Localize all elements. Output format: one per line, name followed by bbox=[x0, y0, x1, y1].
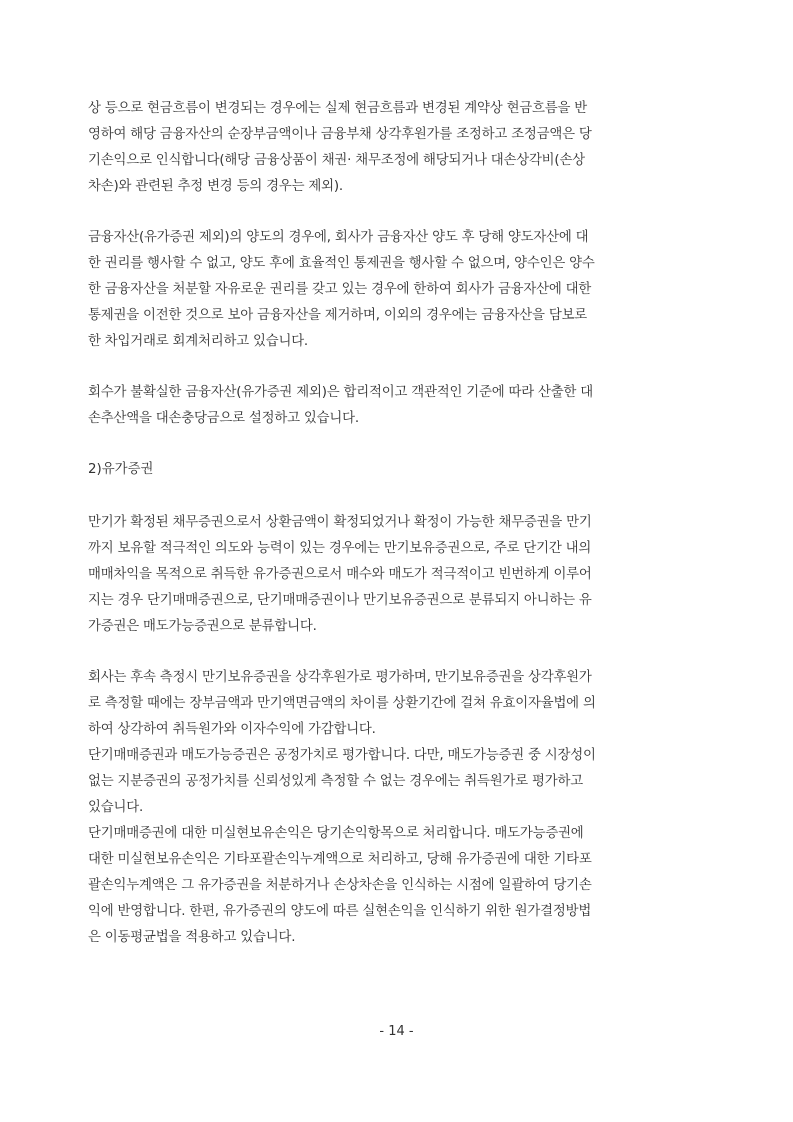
text-line: 있습니다. bbox=[88, 800, 143, 815]
paragraph-cash-flow-modification bbox=[88, 96, 708, 200]
text-line: 로 측정할 때에는 장부금액과 만기액면금액의 차이를 상환기간에 걸쳐 유효이자율법에 의 bbox=[88, 696, 596, 711]
text-line: 한 차입거래로 회계처리하고 있습니다. bbox=[88, 334, 308, 349]
text-line: 회수가 불확실한 금융자산(유가증권 제외)은 합리적이고 객관적인 기준에 따라 산출한 대 bbox=[88, 385, 594, 400]
text-line: 영하여 해당 금융자산의 순장부금액이나 금융부채 상각후원가를 조정하고 조정금액은 당 bbox=[88, 127, 592, 142]
paragraph-asset-transfer bbox=[88, 225, 708, 355]
text-line: 지는 경우 단기매매증권으로, 단기매매증권이나 만기보유증권으로 분류되지 아니하는 유 bbox=[88, 593, 592, 608]
paragraph-securities-measurement bbox=[88, 665, 708, 951]
text-line: 매매차익을 목적으로 취득한 유가증권으로서 매수와 매도가 적극적이고 빈번하게 이루어 bbox=[88, 567, 592, 582]
text-line: 까지 보유할 적극적인 의도와 능력이 있는 경우에는 만기보유증권으로, 주로 단기간 내의 bbox=[88, 541, 592, 556]
page-number: - 14 - bbox=[379, 1024, 414, 1039]
section-heading-securities: 2)유가증권 bbox=[88, 462, 154, 477]
text-line: 대한 미실현보유손익은 기타포괄손익누계액으로 처리하고, 당해 유가증권에 대한 기타포 bbox=[88, 852, 592, 867]
text-line: 괄손익누계액은 그 유가증권을 처분하거나 손상차손을 인식하는 시점에 일괄하여 당기손 bbox=[88, 878, 592, 893]
text-line: 단기매매증권과 매도가능증권은 공정가치로 평가합니다. 다만, 매도가능증권 중 시장성이 bbox=[88, 748, 596, 763]
text-line: 차손)와 관련된 추정 변경 등의 경우는 제외). bbox=[88, 179, 343, 194]
text-line: 은 이동평균법을 적용하고 있습니다. bbox=[88, 930, 296, 945]
text-line: 단기매매증권에 대한 미실현보유손익은 당기손익항목으로 처리합니다. 매도가능증권에 bbox=[88, 826, 584, 841]
text-line: 금융자산(유가증권 제외)의 양도의 경우에, 회사가 금융자산 양도 후 당해 양도자산에 대 bbox=[88, 230, 589, 245]
text-line: 없는 지분증권의 공정가치를 신뢰성있게 측정할 수 없는 경우에는 취득원가로 평가하고 bbox=[88, 774, 583, 789]
text-line: 상 등으로 현금흐름이 변경되는 경우에는 실제 현금흐름과 변경된 계약상 현금흐름을 반 bbox=[88, 101, 588, 116]
text-line: 한 금융자산을 처분할 자유로운 권리를 갖고 있는 경우에 한하여 회사가 금융자산에 대한 bbox=[88, 282, 592, 297]
text-line: 통제권을 이전한 것으로 보아 금융자산을 제거하며, 이외의 경우에는 금융자산을 담보로 bbox=[88, 308, 588, 323]
text-line: 기손익으로 인식합니다(해당 금융상품이 채권· 채무조정에 해당되거나 대손상각비(손상 bbox=[88, 153, 585, 168]
text-line: 가증권은 매도가능증권으로 분류합니다. bbox=[88, 619, 317, 634]
text-line: 익에 반영합니다. 한편, 유가증권의 양도에 따른 실현손익을 인식하기 위한 원가결정방법 bbox=[88, 904, 592, 919]
text-line: 한 권리를 행사할 수 없고, 양도 후에 효율적인 통제권을 행사할 수 없으며, 양수인은 양수 bbox=[88, 256, 595, 271]
text-line: 회사는 후속 측정시 만기보유증권을 상각후원가로 평가하며, 만기보유증권을 상각후원가 bbox=[88, 670, 592, 685]
paragraph-bad-debt-allowance bbox=[88, 380, 708, 432]
paragraph-securities-classification bbox=[88, 510, 708, 640]
text-line: 하여 상각하여 취득원가와 이자수익에 가감합니다. bbox=[88, 722, 376, 737]
text-line: 손추산액을 대손충당금으로 설정하고 있습니다. bbox=[88, 411, 359, 426]
text-line: 만기가 확정된 채무증권으로서 상환금액이 확정되었거나 확정이 가능한 채무증권을 만기 bbox=[88, 515, 592, 530]
